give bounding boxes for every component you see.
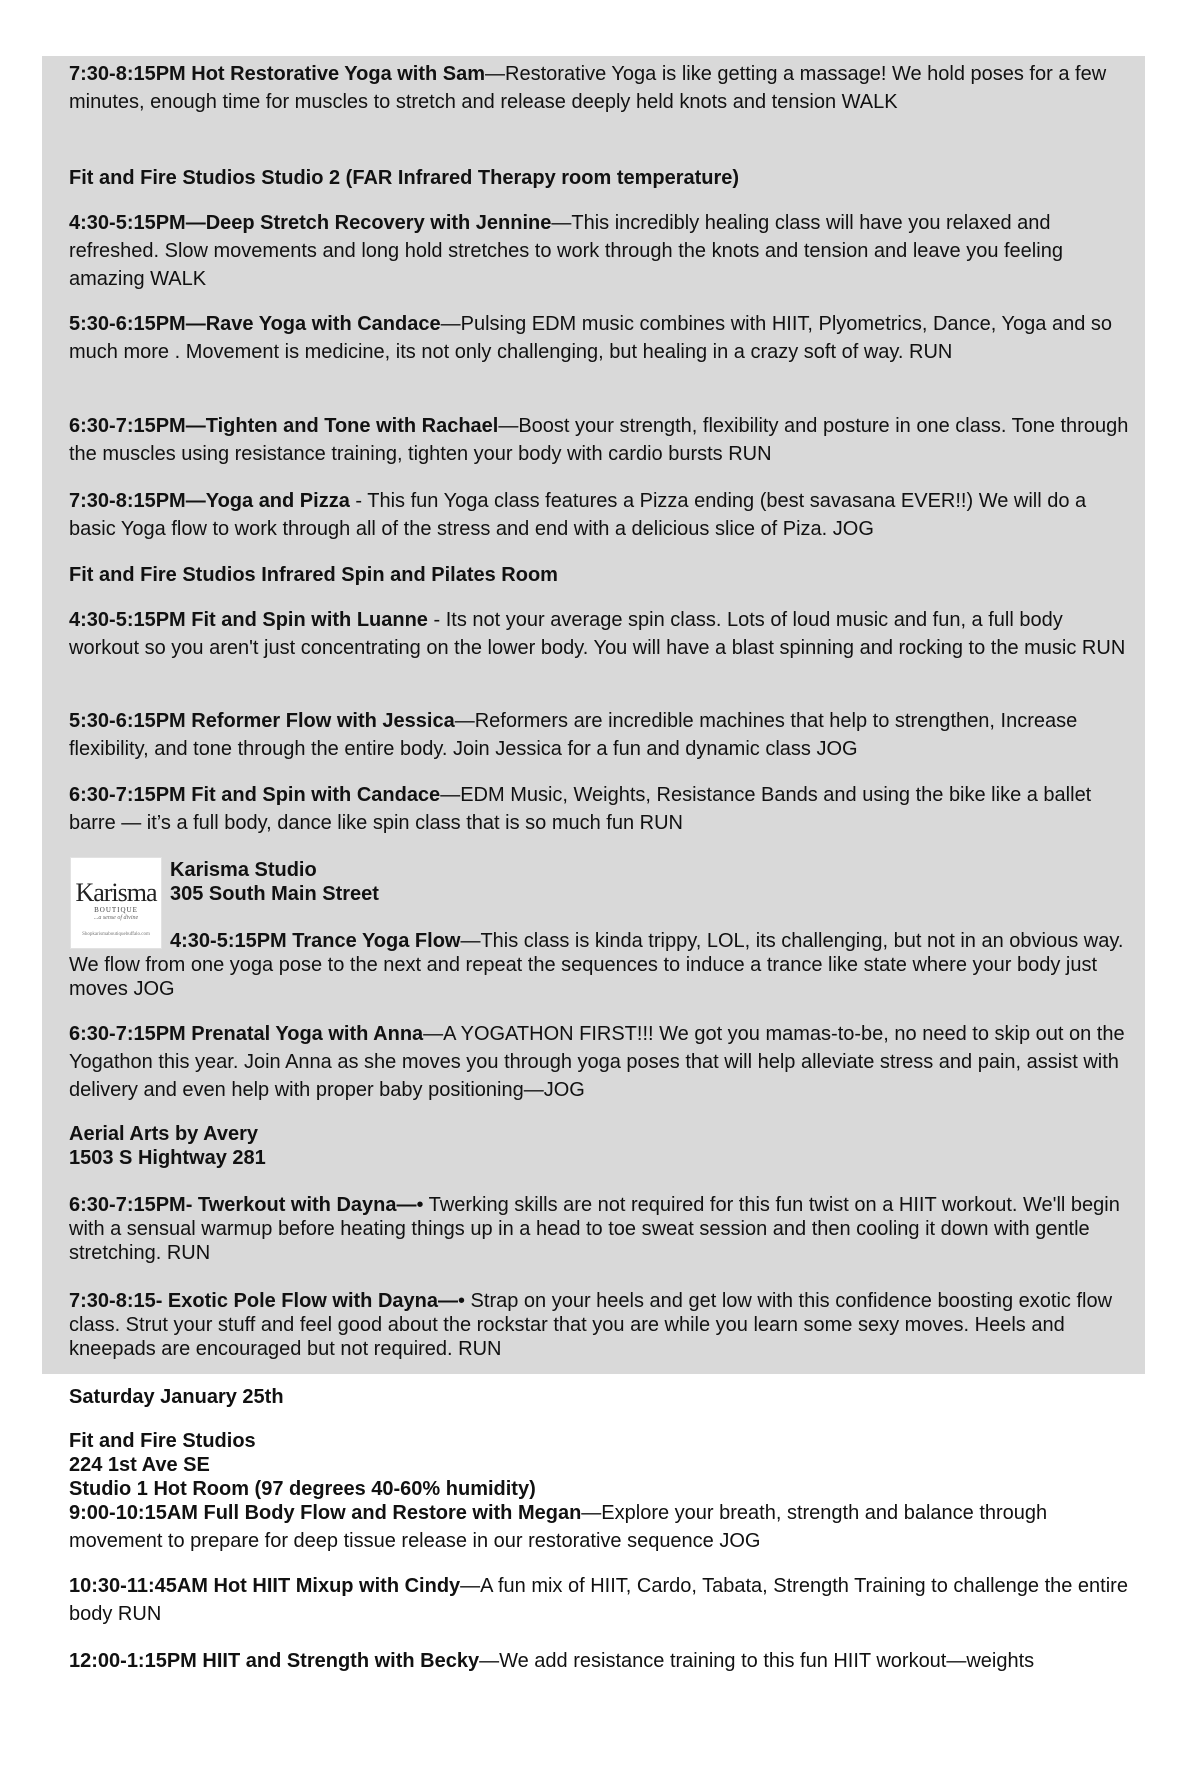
class-entry	[69, 1289, 1131, 1361]
class-title: 6:30-7:15PM- Twerkout with Dayna—	[69, 1194, 417, 1216]
class-entry	[69, 412, 1131, 468]
class-entry	[69, 310, 1131, 366]
class-entry	[69, 487, 1131, 543]
venue-name: Fit and Fire Studios	[69, 1430, 256, 1452]
room-name: Studio 1 Hot Room (97 degrees 40-60% humidity)	[69, 1478, 536, 1500]
class-title: 6:30-7:15PM—Tighten and Tone with Rachael	[69, 415, 499, 437]
class-description: • Twerking skills are not required for this fun twist on a HIIT workout. We'll begin with a sensual warmup before heating things up in a head to toe sweat session and then cooling it down with gentle stretching. RUN	[69, 1194, 1120, 1264]
class-title: 12:00-1:15PM HIIT and Strength with Becky	[69, 1650, 480, 1672]
class-description: —EDM Music, Weights, Resistance Bands and using the bike like a ballet barre — it’s a full body, dance like spin class that is so much fun RUN	[69, 784, 1092, 834]
class-description: —We add resistance training to this fun HIIT workout—weights	[479, 1650, 1035, 1672]
section-heading: Fit and Fire Studios Infrared Spin and Pilates Room	[69, 564, 558, 586]
class-description: —A fun mix of HIIT, Cardo, Tabata, Strength Training to challenge the entire body RUN	[69, 1575, 1128, 1625]
venue-name: Karisma Studio	[170, 859, 317, 881]
class-title: 5:30-6:15PM Reformer Flow with Jessica	[69, 710, 455, 732]
class-description: —Restorative Yoga is like getting a massage! We hold poses for a few minutes, enough time for muscles to stretch and release deeply held knots and tension WALK	[69, 63, 1107, 113]
class-entry	[69, 1193, 1131, 1265]
class-entry	[69, 1572, 1131, 1628]
venue-address: 305 South Main Street	[170, 883, 379, 905]
class-entry	[69, 209, 1131, 293]
class-entry	[69, 1499, 1131, 1555]
venue-address: 224 1st Ave SE	[69, 1454, 210, 1476]
venue-heading	[69, 1122, 1131, 1170]
venue-heading	[69, 1429, 1131, 1501]
day-heading: Saturday January 25th	[69, 1386, 284, 1408]
karisma-logo: Karisma BOUTIQUE ...a sense of divine Shopkarismaboutiquebuffalo.com	[70, 857, 162, 949]
class-title: 4:30-5:15PM Fit and Spin with Luanne	[69, 609, 428, 631]
class-title: 7:30-8:15PM—Yoga and Pizza	[69, 490, 350, 512]
class-description: - This fun Yoga class features a Pizza ending (best savasana EVER!!) We will do a basic Yoga flow to work through all of the stress and end with a delicious slice of Piza. JOG	[69, 490, 1087, 540]
class-title: 7:30-8:15PM Hot Restorative Yoga with Sam	[69, 63, 486, 85]
class-title: 6:30-7:15PM Fit and Spin with Candace	[69, 784, 441, 806]
venue-name: Aerial Arts by Avery	[69, 1123, 258, 1145]
class-description: —This incredibly healing class will have you relaxed and refreshed. Slow movements and long hold stretches to work through the knots and tension and leave you feeling amazing WALK	[69, 212, 1063, 290]
class-description: —Boost your strength, flexibility and posture in one class. Tone through the muscles using resistance training, tighten your body with cardio bursts RUN	[69, 415, 1129, 465]
venue-heading	[170, 858, 770, 906]
class-entry	[69, 929, 1131, 1001]
class-title: 4:30-5:15PM Trance Yoga Flow	[170, 930, 461, 952]
class-description: • Strap on your heels and get low with this confidence boosting exotic flow class. Strut your stuff and feel good about the rockstar that you are while you learn some sexy moves. Heels and kneepads are encouraged but not required. RUN	[69, 1290, 1113, 1360]
class-entry	[69, 606, 1131, 662]
class-description: —Reformers are incredible machines that help to strengthen, Increase flexibility, and tone through the entire body. Join Jessica for a fun and dynamic class JOG	[69, 710, 1078, 760]
class-entry	[69, 60, 1131, 116]
class-entry	[69, 781, 1131, 837]
class-entry	[69, 707, 1131, 763]
class-title: 9:00-10:15AM Full Body Flow and Restore with Megan	[69, 1502, 582, 1524]
class-description: - Its not your average spin class. Lots of loud music and fun, a full body workout so you aren't just concentrating on the lower body. You will have a blast spinning and rocking to the music RUN	[69, 609, 1126, 659]
class-entry	[69, 1647, 1131, 1675]
section-heading: Fit and Fire Studios Studio 2 (FAR Infrared Therapy room temperature)	[69, 167, 740, 189]
class-description: —A YOGATHON FIRST!!! We got you mamas-to-be, no need to skip out on the Yogathon this year. Join Anna as she moves you through yoga poses that will help alleviate stress and pain, assist with delivery and even help with proper baby positioning—JOG	[69, 1023, 1125, 1101]
class-entry	[69, 1020, 1131, 1104]
class-description: —This class is kinda trippy, LOL, its challenging, but not in an obvious way. We flow from one yoga pose to the next and repeat the sequences to induce a trance like state where your body just moves JOG	[69, 930, 1124, 1000]
class-description: —Explore your breath, strength and balance through movement to prepare for deep tissue release in our restorative sequence JOG	[69, 1502, 1048, 1552]
class-title: 5:30-6:15PM—Rave Yoga with Candace	[69, 313, 441, 335]
class-title: 6:30-7:15PM Prenatal Yoga with Anna	[69, 1023, 424, 1045]
class-title: 4:30-5:15PM—Deep Stretch Recovery with Jennine	[69, 212, 552, 234]
venue-address: 1503 S Hightway 281	[69, 1147, 266, 1169]
class-title: 7:30-8:15- Exotic Pole Flow with Dayna—	[69, 1290, 458, 1312]
class-title: 10:30-11:45AM Hot HIIT Mixup with Cindy	[69, 1575, 461, 1597]
class-description: —Pulsing EDM music combines with HIIT, Plyometrics, Dance, Yoga and so much more . Movement is medicine, its not only challenging, but healing in a crazy soft of way. RUN	[69, 313, 1113, 363]
